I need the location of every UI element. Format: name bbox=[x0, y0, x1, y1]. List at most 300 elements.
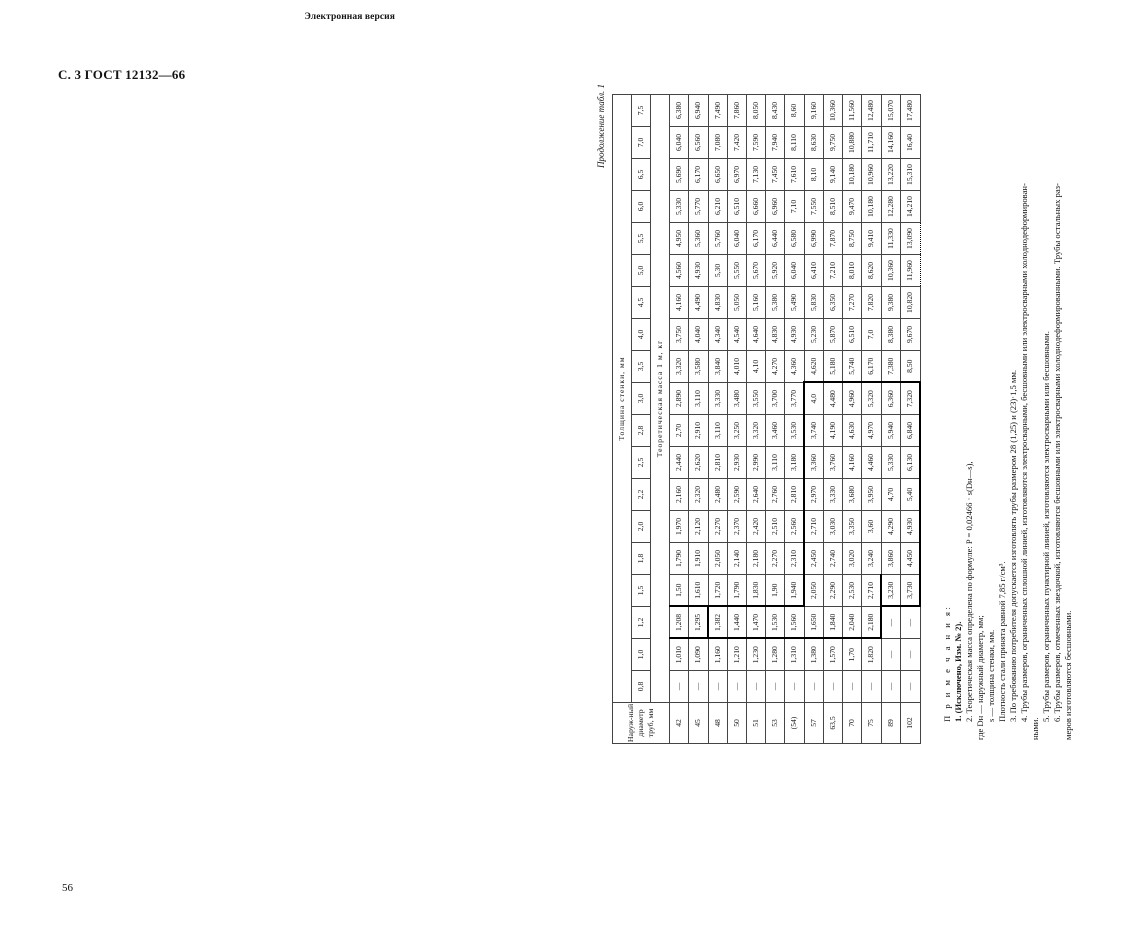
mass-cell: 16,40 bbox=[901, 127, 921, 159]
mass-cell: 3,460 bbox=[766, 415, 785, 447]
mass-cell: — bbox=[747, 671, 766, 703]
mass-cell: 2,760 bbox=[766, 479, 785, 511]
mass-cell: 2,120 bbox=[689, 511, 709, 543]
mass-cell: 4,830 bbox=[708, 287, 728, 319]
mass-cell: 3,680 bbox=[843, 479, 862, 511]
mass-cell: 4,190 bbox=[824, 415, 843, 447]
thickness-col-header: 1,0 bbox=[632, 639, 651, 671]
mass-cell: 2,530 bbox=[843, 575, 862, 607]
note-4-cont: ными. bbox=[1030, 717, 1040, 740]
mass-cell: 2,710 bbox=[804, 511, 824, 543]
mass-cell: 14,160 bbox=[881, 127, 901, 159]
mass-cell: 8,050 bbox=[747, 95, 766, 127]
mass-cell: 6,210 bbox=[708, 191, 728, 223]
mass-cell: 1,820 bbox=[862, 639, 882, 671]
mass-cell: 7,870 bbox=[824, 223, 843, 255]
mass-cell: — bbox=[901, 671, 921, 703]
mass-cell: 3,110 bbox=[708, 415, 728, 447]
mass-cell: 9,380 bbox=[881, 287, 901, 319]
mass-cell: 2,560 bbox=[785, 511, 805, 543]
diameter-cell: 50 bbox=[728, 703, 747, 744]
mass-cell: 6,350 bbox=[824, 287, 843, 319]
mass-cell: 2,640 bbox=[747, 479, 766, 511]
mass-cell: 6,040 bbox=[785, 255, 805, 287]
mass-cell: 4,160 bbox=[670, 287, 689, 319]
table-header-row bbox=[613, 95, 632, 744]
mass-cell: 2,440 bbox=[670, 447, 689, 479]
mass-cell: 2,510 bbox=[766, 511, 785, 543]
mass-cell: 11,330 bbox=[881, 223, 901, 255]
diameter-cell: 57 bbox=[804, 703, 824, 744]
page-header: С. 3 ГОСТ 12132—66 bbox=[58, 67, 186, 82]
thickness-col-header: 0,8 bbox=[632, 671, 651, 703]
mass-cell: 1,090 bbox=[689, 639, 709, 671]
mass-cell: 4,620 bbox=[804, 351, 824, 383]
mass-cell: 1,790 bbox=[670, 543, 689, 575]
mass-cell: 7,320 bbox=[901, 383, 921, 415]
mass-cell: 4,930 bbox=[785, 319, 805, 351]
mass-cell: 2,910 bbox=[689, 415, 709, 447]
mass-cell: — bbox=[824, 671, 843, 703]
mass-cell: 5,830 bbox=[804, 287, 824, 319]
mass-cell: 1,380 bbox=[804, 639, 824, 671]
mass-cell: 1,720 bbox=[708, 575, 728, 607]
mass-cell: 1,530 bbox=[766, 607, 785, 639]
mass-cell: 2,890 bbox=[670, 383, 689, 415]
mass-cell: — bbox=[728, 671, 747, 703]
mass-header: Теоретическая масса 1 м, кг bbox=[651, 95, 670, 703]
note-6-cont: меров изготовляются бесшовными. bbox=[1063, 610, 1073, 740]
mass-cell: 2,040 bbox=[843, 607, 862, 639]
table-continued-label: Продолжение табл. 1 bbox=[596, 84, 606, 168]
mass-cell: 4,160 bbox=[843, 447, 862, 479]
mass-cell: 9,410 bbox=[862, 223, 882, 255]
mass-cell: 3,750 bbox=[670, 319, 689, 351]
mass-cell: 7,130 bbox=[747, 159, 766, 191]
mass-cell: 5,550 bbox=[728, 255, 747, 287]
mass-cell: — bbox=[901, 607, 921, 639]
mass-cell: 7,270 bbox=[843, 287, 862, 319]
mass-cell: 7,490 bbox=[708, 95, 728, 127]
mass-cell: 15,070 bbox=[881, 95, 901, 127]
mass-cell: 2,590 bbox=[728, 479, 747, 511]
table-row bbox=[862, 95, 882, 744]
mass-cell: 9,750 bbox=[824, 127, 843, 159]
table-row bbox=[728, 95, 747, 744]
mass-cell: — bbox=[766, 671, 785, 703]
mass-cell: — bbox=[670, 671, 689, 703]
mass-cell: 4,10 bbox=[747, 351, 766, 383]
mass-cell: 5,760 bbox=[708, 223, 728, 255]
mass-cell: 6,580 bbox=[785, 223, 805, 255]
note-1: 1. (Исключено, Изм. № 2). bbox=[953, 621, 963, 722]
mass-cell: 1,570 bbox=[824, 639, 843, 671]
mass-cell: 4,490 bbox=[689, 287, 709, 319]
mass-cell: 5,320 bbox=[862, 383, 882, 415]
thickness-col-header: 7,5 bbox=[632, 95, 651, 127]
mass-cell: 3,030 bbox=[824, 511, 843, 543]
note-2-density: Плотность стали принята равной 7,85 г/см³. bbox=[997, 561, 1007, 722]
mass-cell: 4,340 bbox=[708, 319, 728, 351]
thickness-row bbox=[632, 95, 651, 744]
diameter-cell: 102 bbox=[901, 703, 921, 744]
mass-cell: 8,60 bbox=[785, 95, 805, 127]
mass-cell: 3,770 bbox=[785, 383, 805, 415]
mass-cell: 11,960 bbox=[901, 255, 921, 287]
thickness-col-header: 3,0 bbox=[632, 383, 651, 415]
mass-cell: 13,220 bbox=[881, 159, 901, 191]
mass-cell: 8,430 bbox=[766, 95, 785, 127]
mass-cell: 3,860 bbox=[881, 543, 901, 575]
mass-cell: 3,530 bbox=[785, 415, 805, 447]
mass-cell: 5,380 bbox=[766, 287, 785, 319]
diameter-cell: 51 bbox=[747, 703, 766, 744]
mass-cell: — bbox=[881, 607, 901, 639]
diameter-cell: 89 bbox=[881, 703, 901, 744]
diameter-cell: 45 bbox=[689, 703, 709, 744]
mass-cell: 3,760 bbox=[824, 447, 843, 479]
mass-cell: 2,270 bbox=[766, 543, 785, 575]
diameter-cell: 53 bbox=[766, 703, 785, 744]
thickness-col-header: 4,0 bbox=[632, 319, 651, 351]
mass-cell: 3,480 bbox=[728, 383, 747, 415]
diameter-header: Наруж-ный диаметр труб, мм bbox=[613, 703, 670, 744]
mass-cell: 3,230 bbox=[881, 575, 901, 607]
mass-cell: 7,590 bbox=[747, 127, 766, 159]
mass-cell: 1,440 bbox=[728, 607, 747, 639]
table-row bbox=[670, 95, 689, 744]
mass-cell: 1,790 bbox=[728, 575, 747, 607]
thickness-col-header: 4,5 bbox=[632, 287, 651, 319]
mass-cell: 7,0 bbox=[862, 319, 882, 351]
mass-cell: 7,10 bbox=[785, 191, 805, 223]
mass-cell: 5,30 bbox=[708, 255, 728, 287]
table-row bbox=[901, 95, 921, 744]
mass-cell: 10,880 bbox=[843, 127, 862, 159]
mass-cell: 3,110 bbox=[689, 383, 709, 415]
page-number: 56 bbox=[62, 882, 73, 894]
mass-cell: 3,350 bbox=[843, 511, 862, 543]
mass-cell: 6,660 bbox=[747, 191, 766, 223]
mass-cell: 2,050 bbox=[804, 575, 824, 607]
note-2: 2. Теоретическая масса определена по формуле: P = 0,02466 · s(Dн—s), bbox=[964, 461, 974, 722]
mass-cell: 2,180 bbox=[862, 607, 882, 639]
mass-cell: 4,450 bbox=[901, 543, 921, 575]
mass-cell: 14,210 bbox=[901, 191, 921, 223]
mass-cell: 2,160 bbox=[670, 479, 689, 511]
mass-cell: — bbox=[804, 671, 824, 703]
mass-cell: 2,270 bbox=[708, 511, 728, 543]
mass-cell: 3,730 bbox=[901, 575, 921, 607]
wall-thickness-header: Толщина стенки, мм bbox=[613, 95, 632, 703]
mass-cell: 3,320 bbox=[670, 351, 689, 383]
mass-cell: 6,170 bbox=[862, 351, 882, 383]
mass-cell: 4,560 bbox=[670, 255, 689, 287]
mass-cell: 3,550 bbox=[747, 383, 766, 415]
diameter-cell: 75 bbox=[862, 703, 882, 744]
note-4: 4. Трубы размеров, ограниченных сплошной линией, изготовляются электросварными, бесшовными или электросварными холоднодеформирован- bbox=[1019, 183, 1029, 722]
note-2-s: s — толщина стенки, мм. bbox=[986, 629, 996, 722]
note-6: 6. Трубы размеров, отмеченных звездочкой, изготовляются бесшовными или электросварными холоднодеформированными. Трубы остальных раз- bbox=[1052, 183, 1062, 722]
thickness-col-header: 1,8 bbox=[632, 543, 651, 575]
table-row bbox=[824, 95, 843, 744]
mass-table bbox=[612, 94, 921, 744]
mass-cell: 2,450 bbox=[804, 543, 824, 575]
mass-cell: 7,080 bbox=[708, 127, 728, 159]
mass-cell: 1,208 bbox=[670, 607, 689, 639]
mass-cell: 3,330 bbox=[824, 479, 843, 511]
mass-cell: 2,420 bbox=[747, 511, 766, 543]
mass-cell: 4,540 bbox=[728, 319, 747, 351]
mass-cell: 5,160 bbox=[747, 287, 766, 319]
mass-cell: 2,050 bbox=[708, 543, 728, 575]
mass-cell: 1,210 bbox=[728, 639, 747, 671]
mass-cell: 5,360 bbox=[689, 223, 709, 255]
mass-cell: 8,620 bbox=[862, 255, 882, 287]
mass-cell: 10,820 bbox=[901, 287, 921, 319]
mass-cell: 4,970 bbox=[862, 415, 882, 447]
mass-cell: 1,010 bbox=[670, 639, 689, 671]
mass-cell: 5,920 bbox=[766, 255, 785, 287]
rotated-content bbox=[596, 84, 1136, 744]
mass-table-wrap bbox=[612, 94, 921, 744]
mass-cell: 2,310 bbox=[785, 543, 805, 575]
mass-cell: 1,280 bbox=[766, 639, 785, 671]
mass-cell: 7,550 bbox=[804, 191, 824, 223]
mass-cell: 17,480 bbox=[901, 95, 921, 127]
mass-cell: — bbox=[901, 639, 921, 671]
mass-cell: — bbox=[881, 639, 901, 671]
mass-cell: 7,380 bbox=[881, 351, 901, 383]
mass-cell: 1,382 bbox=[708, 607, 728, 639]
diameter-cell: 42 bbox=[670, 703, 689, 744]
mass-cell: 1,970 bbox=[670, 511, 689, 543]
mass-cell: 12,480 bbox=[862, 95, 882, 127]
mass-cell: 2,480 bbox=[708, 479, 728, 511]
thickness-col-header: 2,0 bbox=[632, 511, 651, 543]
mass-cell: 3,110 bbox=[766, 447, 785, 479]
thickness-col-header: 5,5 bbox=[632, 223, 651, 255]
mass-cell: 10,360 bbox=[824, 95, 843, 127]
mass-cell: 2,620 bbox=[689, 447, 709, 479]
table-row bbox=[881, 95, 901, 744]
mass-cell: 8,630 bbox=[804, 127, 824, 159]
mass-cell: 5,740 bbox=[843, 351, 862, 383]
thickness-col-header: 2,8 bbox=[632, 415, 651, 447]
mass-cell: 1,910 bbox=[689, 543, 709, 575]
mass-cell: 5,330 bbox=[670, 191, 689, 223]
mass-cell: 5,670 bbox=[747, 255, 766, 287]
mass-cell: 4,930 bbox=[901, 511, 921, 543]
mass-cell: 1,830 bbox=[747, 575, 766, 607]
mass-cell: 9,160 bbox=[804, 95, 824, 127]
mass-cell: — bbox=[862, 671, 882, 703]
mass-cell: 4,950 bbox=[670, 223, 689, 255]
mass-cell: 1,310 bbox=[785, 639, 805, 671]
table-row bbox=[804, 95, 824, 744]
mass-cell: 2,710 bbox=[862, 575, 882, 607]
mass-cell: 4,460 bbox=[862, 447, 882, 479]
mass-cell: 1,560 bbox=[785, 607, 805, 639]
mass-cell: 3,180 bbox=[785, 447, 805, 479]
note-5: 5. Трубы размеров, ограниченных пунктирной линией, изготовляются электросварными или бесшовными. bbox=[1041, 331, 1051, 722]
thickness-col-header: 7,0 bbox=[632, 127, 651, 159]
mass-table-body bbox=[670, 95, 921, 744]
mass-cell: 5,230 bbox=[804, 319, 824, 351]
mass-cell: 1,160 bbox=[708, 639, 728, 671]
mass-cell: 6,040 bbox=[728, 223, 747, 255]
mass-cell: 6,510 bbox=[728, 191, 747, 223]
mass-cell: 2,180 bbox=[747, 543, 766, 575]
mass-cell: 3,250 bbox=[728, 415, 747, 447]
thickness-col-header: 2,5 bbox=[632, 447, 651, 479]
mass-cell: 2,290 bbox=[824, 575, 843, 607]
mass-cell: 6,170 bbox=[747, 223, 766, 255]
mass-cell: 4,630 bbox=[843, 415, 862, 447]
mass-cell: 4,830 bbox=[766, 319, 785, 351]
mass-cell: 8,110 bbox=[785, 127, 805, 159]
table-row bbox=[747, 95, 766, 744]
mass-cell: 6,970 bbox=[728, 159, 747, 191]
mass-cell: 5,490 bbox=[785, 287, 805, 319]
thickness-col-header: 3,5 bbox=[632, 351, 651, 383]
mass-cell: 10,180 bbox=[843, 159, 862, 191]
mass-cell: 7,820 bbox=[862, 287, 882, 319]
mass-cell: — bbox=[785, 671, 805, 703]
mass-cell: 1,650 bbox=[804, 607, 824, 639]
thickness-col-header: 1,2 bbox=[632, 607, 651, 639]
mass-cell: 8,750 bbox=[843, 223, 862, 255]
mass-cell: 6,840 bbox=[901, 415, 921, 447]
mass-cell: 10,180 bbox=[862, 191, 882, 223]
mass-cell: 4,960 bbox=[843, 383, 862, 415]
mass-cell: 4,640 bbox=[747, 319, 766, 351]
mass-cell: — bbox=[689, 671, 709, 703]
mass-cell: 3,360 bbox=[804, 447, 824, 479]
mass-cell: 6,650 bbox=[708, 159, 728, 191]
mass-cell: 5,180 bbox=[824, 351, 843, 383]
mass-cell: 5,40 bbox=[901, 479, 921, 511]
mass-cell: 3,740 bbox=[804, 415, 824, 447]
mass-cell: 2,70 bbox=[670, 415, 689, 447]
mass-cell: 2,930 bbox=[728, 447, 747, 479]
mass-cell: 2,370 bbox=[728, 511, 747, 543]
mass-cell: 5,940 bbox=[881, 415, 901, 447]
mass-cell: 4,290 bbox=[881, 511, 901, 543]
mass-cell: 7,420 bbox=[728, 127, 747, 159]
diameter-cell: 63,5 bbox=[824, 703, 843, 744]
mass-cell: 3,700 bbox=[766, 383, 785, 415]
mass-cell: 1,610 bbox=[689, 575, 709, 607]
mass-cell: 7,210 bbox=[824, 255, 843, 287]
mass-cell: 3,840 bbox=[708, 351, 728, 383]
mass-cell: 12,280 bbox=[881, 191, 901, 223]
edition-label: Электронная версия bbox=[304, 12, 395, 22]
mass-cell: 6,510 bbox=[843, 319, 862, 351]
mass-cell: 2,970 bbox=[804, 479, 824, 511]
mass-cell: 8,50 bbox=[901, 351, 921, 383]
diameter-cell: 48 bbox=[708, 703, 728, 744]
mass-cell: 6,170 bbox=[689, 159, 709, 191]
mass-cell: 11,710 bbox=[862, 127, 882, 159]
table-row bbox=[843, 95, 862, 744]
mass-cell: 10,360 bbox=[881, 255, 901, 287]
mass-cell: 1,90 bbox=[766, 575, 785, 607]
mass-cell: 5,690 bbox=[670, 159, 689, 191]
mass-cell: 7,450 bbox=[766, 159, 785, 191]
mass-cell: 6,990 bbox=[804, 223, 824, 255]
mass-cell: 7,940 bbox=[766, 127, 785, 159]
mass-header-row bbox=[651, 95, 670, 744]
mass-cell: 1,840 bbox=[824, 607, 843, 639]
mass-cell: 8,380 bbox=[881, 319, 901, 351]
mass-cell: 4,040 bbox=[689, 319, 709, 351]
thickness-col-header: 5,0 bbox=[632, 255, 651, 287]
mass-cell: 1,70 bbox=[843, 639, 862, 671]
mass-cell: 2,320 bbox=[689, 479, 709, 511]
mass-cell: 1,940 bbox=[785, 575, 805, 607]
mass-cell: 6,130 bbox=[901, 447, 921, 479]
mass-cell: 1,295 bbox=[689, 607, 709, 639]
mass-cell: 6,410 bbox=[804, 255, 824, 287]
mass-cell: — bbox=[843, 671, 862, 703]
mass-cell: 6,360 bbox=[881, 383, 901, 415]
mass-cell: 5,870 bbox=[824, 319, 843, 351]
mass-cell: 3,240 bbox=[862, 543, 882, 575]
table-row bbox=[766, 95, 785, 744]
mass-cell: 10,960 bbox=[862, 159, 882, 191]
mass-cell: 3,580 bbox=[689, 351, 709, 383]
mass-cell: 13,090 bbox=[901, 223, 921, 255]
mass-cell: 4,0 bbox=[804, 383, 824, 415]
mass-cell: 1,230 bbox=[747, 639, 766, 671]
mass-cell: 4,360 bbox=[785, 351, 805, 383]
mass-cell: 11,560 bbox=[843, 95, 862, 127]
table-row bbox=[785, 95, 805, 744]
note-3: 3. По требованию потребителя допускается изготовлять трубы размером 28 (1,25) и (23)·1,5 мм. bbox=[1008, 369, 1018, 722]
mass-cell: 3,320 bbox=[747, 415, 766, 447]
mass-cell: 4,930 bbox=[689, 255, 709, 287]
mass-cell: — bbox=[881, 671, 901, 703]
mass-cell: 15,310 bbox=[901, 159, 921, 191]
diameter-cell: (54) bbox=[785, 703, 805, 744]
mass-cell: 4,70 bbox=[881, 479, 901, 511]
mass-cell: 1,50 bbox=[670, 575, 689, 607]
mass-cell: 2,990 bbox=[747, 447, 766, 479]
notes bbox=[942, 90, 1074, 740]
mass-cell: 8,510 bbox=[824, 191, 843, 223]
mass-cell: 3,950 bbox=[862, 479, 882, 511]
mass-cell: 5,330 bbox=[881, 447, 901, 479]
mass-cell: 5,050 bbox=[728, 287, 747, 319]
mass-cell: 1,470 bbox=[747, 607, 766, 639]
table-row bbox=[689, 95, 709, 744]
mass-cell: 2,810 bbox=[785, 479, 805, 511]
mass-cell: 6,960 bbox=[766, 191, 785, 223]
mass-cell: 4,010 bbox=[728, 351, 747, 383]
mass-cell: — bbox=[708, 671, 728, 703]
mass-cell: 7,610 bbox=[785, 159, 805, 191]
mass-cell: 9,140 bbox=[824, 159, 843, 191]
mass-cell: 9,670 bbox=[901, 319, 921, 351]
mass-cell: 4,270 bbox=[766, 351, 785, 383]
mass-cell: 6,440 bbox=[766, 223, 785, 255]
mass-cell: 3,020 bbox=[843, 543, 862, 575]
mass-cell: 6,040 bbox=[670, 127, 689, 159]
mass-cell: 5,770 bbox=[689, 191, 709, 223]
mass-cell: 3,60 bbox=[862, 511, 882, 543]
mass-cell: 3,330 bbox=[708, 383, 728, 415]
